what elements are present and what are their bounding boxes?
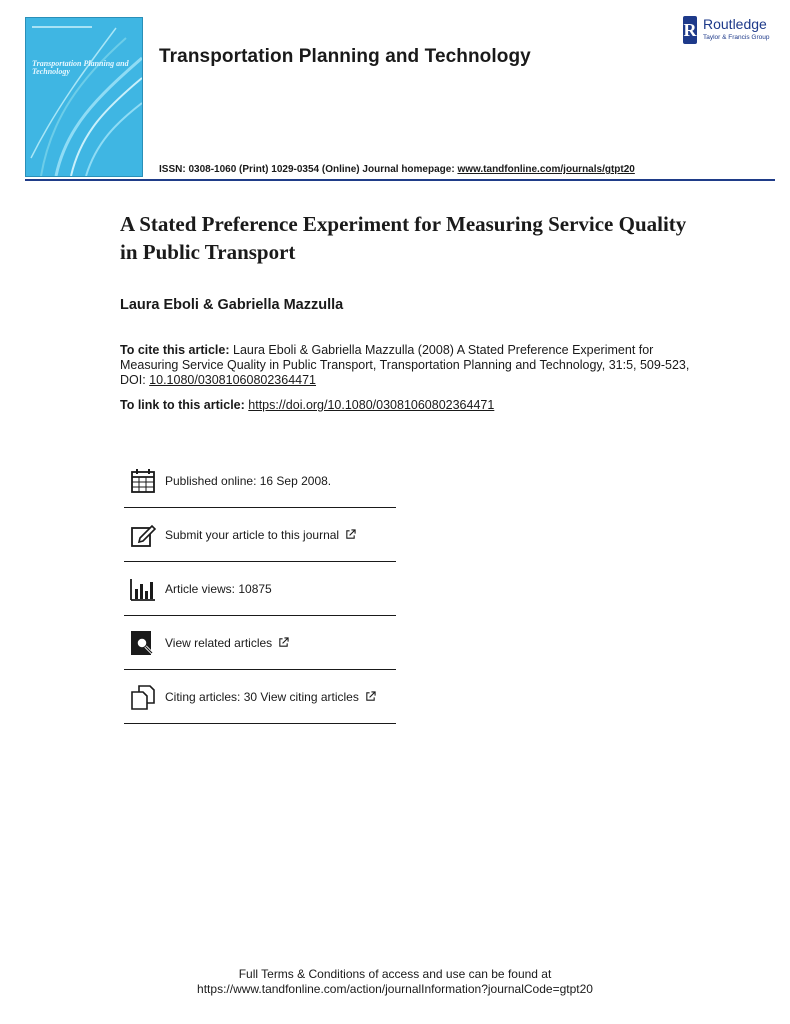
- publisher-sub: Taylor & Francis Group: [703, 34, 770, 41]
- views-item: [124, 562, 396, 616]
- footer: [0, 967, 790, 997]
- submit-text[interactable]: Submit your article to this journal: [165, 527, 340, 542]
- cite-doi-link[interactable]: 10.1080/03081060802364471: [149, 373, 317, 387]
- citing-item[interactable]: [124, 670, 396, 724]
- search-document-icon: [130, 630, 156, 656]
- citing-icon: [130, 684, 156, 710]
- citing-text[interactable]: Citing articles: 30 View citing articles: [165, 689, 359, 704]
- external-link-icon: [345, 529, 356, 540]
- published-text: Published online: 16 Sep 2008.: [165, 474, 332, 488]
- bar-chart-icon: [130, 576, 156, 602]
- journal-homepage-link[interactable]: www.tandfonline.com/journals/gtpt20: [457, 164, 635, 175]
- views-text: Article views: 10875: [165, 581, 272, 596]
- publisher-name: Routledge: [703, 16, 767, 32]
- article-authors: Laura Eboli & Gabriella Mazzulla: [120, 297, 344, 313]
- article-doi-link[interactable]: https://doi.org/10.1080/03081060802364471: [248, 398, 495, 412]
- related-text[interactable]: View related articles: [165, 635, 273, 650]
- cover-road-graphic: [26, 18, 142, 176]
- journal-title: Transportation Planning and Technology: [159, 46, 531, 67]
- routledge-logo-icon: R: [683, 16, 697, 44]
- footer-line-1: Full Terms & Conditions of access and use can be found at: [238, 967, 552, 981]
- published-item: [124, 455, 396, 508]
- cite-label: To cite this article:: [120, 343, 230, 357]
- issn-text: ISSN: 0308-1060 (Print) 1029-0354 (Online) Journal homepage:: [159, 164, 458, 175]
- calendar-icon: [130, 468, 156, 494]
- related-item[interactable]: [124, 616, 396, 670]
- article-link-line: [120, 398, 494, 412]
- article-title: A Stated Preference Experiment for Measuring Service Quality in Public Transport: [120, 212, 687, 264]
- edit-icon: [130, 522, 156, 548]
- footer-terms-link[interactable]: https://www.tandfonline.com/action/journalInformation?journalCode=gtpt20: [197, 982, 593, 996]
- header-rule: [25, 179, 775, 181]
- link-label: To link to this article:: [120, 398, 249, 412]
- cover-top-bar: [32, 26, 92, 28]
- issn-line: [159, 164, 635, 175]
- cite-text: Laura Eboli & Gabriella Mazzulla (2008) A Stated Preference Experiment for Measuring Service Quality in Public Transport, Transportation Planning and Technology, 31:5, 509-523, DOI:: [120, 343, 690, 387]
- external-link-icon: [365, 691, 376, 702]
- submit-item[interactable]: [124, 508, 396, 562]
- article-meta-list: [124, 455, 396, 724]
- citation: [120, 343, 700, 388]
- cover-title: Transportation Planning and Technology: [32, 59, 129, 76]
- publisher-logo: [683, 16, 778, 46]
- external-link-icon: [278, 637, 289, 648]
- journal-cover: [25, 17, 143, 177]
